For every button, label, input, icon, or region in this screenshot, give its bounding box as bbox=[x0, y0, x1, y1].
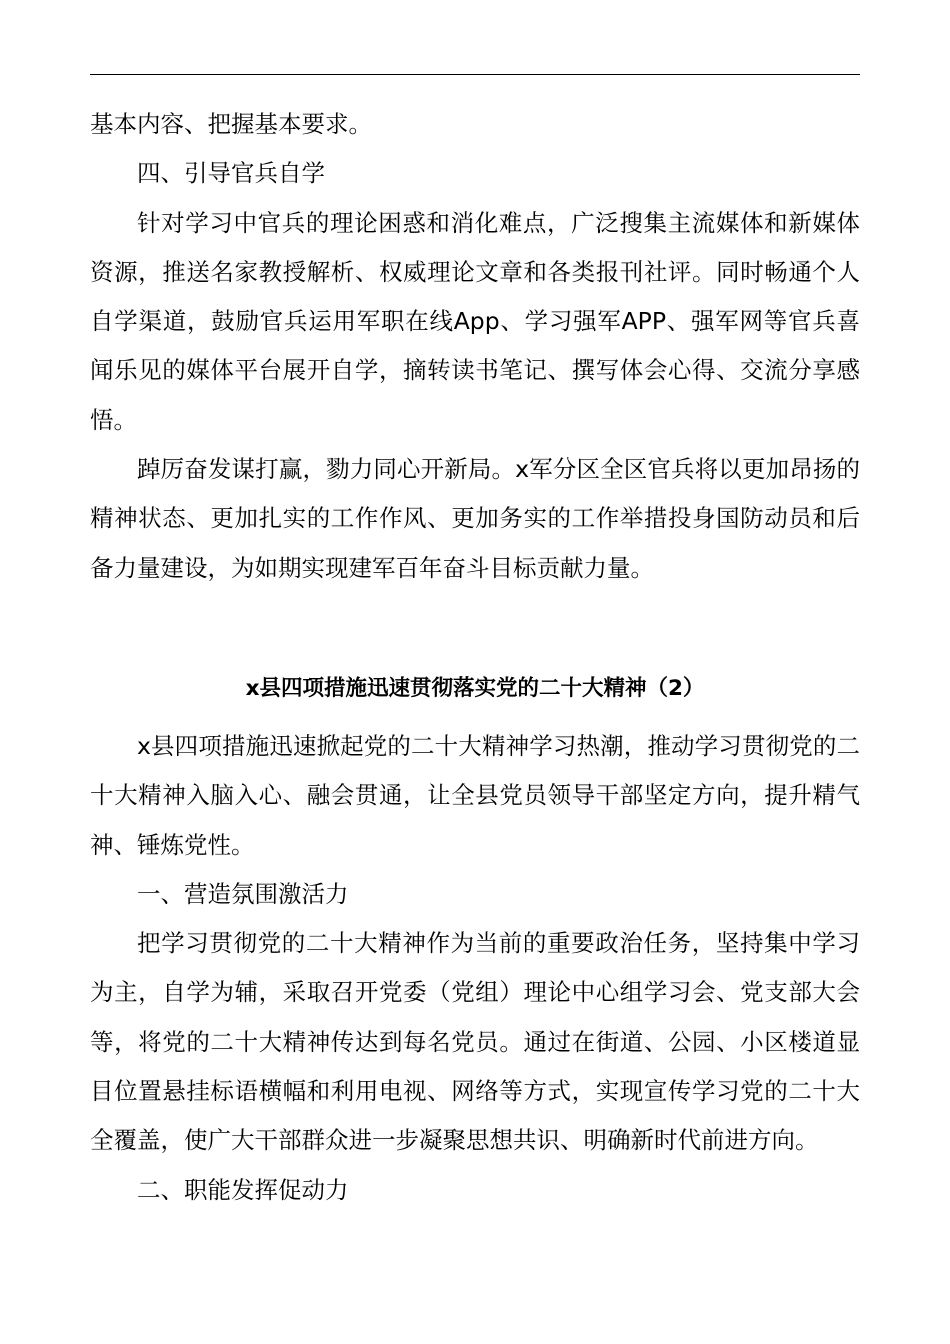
section-paragraph-1: 把学习贯彻党的二十大精神作为当前的重要政治任务，坚持集中学习为主，自学为辅，采取召开党委（党组）理论中心组学习会、党支部大会等，将党的二十大精神传达到每名党员。通过在街道、公园、小区楼道显目位置悬挂标语横幅和利用电视、网络等方式，实现宣传学习党的二十大全覆盖，使广大干部群众进一步凝聚思想共识、明确新时代前进方向。 bbox=[90, 929, 860, 1155]
section-heading-4: 四、引导官兵自学 bbox=[137, 159, 325, 188]
continuation-paragraph: 基本内容、把握基本要求。 bbox=[90, 110, 372, 138]
closing-paragraph: 踔厉奋发谋打赢，勠力同心开新局。x军分区全区官兵将以更加昂扬的精神状态、更加扎实的工作作风、更加务实的工作举措投身国防动员和后备力量建设，为如期实现建军百年奋斗目标贡献力量。 bbox=[90, 455, 860, 582]
document-part-1 bbox=[90, 100, 860, 593]
article-title: x县四项措施迅速贯彻落实党的二十大精神（2） bbox=[245, 676, 705, 701]
header-rule bbox=[90, 74, 860, 75]
section-paragraph-4: 针对学习中官兵的理论困惑和消化难点，广泛搜集主流媒体和新媒体资源，推送名家教授解析、权威理论文章和各类报刊社评。同时畅通个人自学渠道，鼓励官兵运用军职在线App、学习强军APP、强军网等官兵喜闻乐见的媒体平台展开自学，摘转读书笔记、撰写体会心得、交流分享感悟。 bbox=[90, 208, 860, 434]
document-part-2 bbox=[90, 722, 860, 1215]
section-heading-1: 一、营造氛围激活力 bbox=[137, 879, 349, 908]
section-heading-2: 二、职能发挥促动力 bbox=[137, 1175, 349, 1204]
intro-paragraph: x县四项措施迅速掀起党的二十大精神学习热潮，推动学习贯彻党的二十大精神入脑入心、融会贯通，让全县党员领导干部坚定方向，提升精气神、锤炼党性。 bbox=[90, 732, 860, 859]
